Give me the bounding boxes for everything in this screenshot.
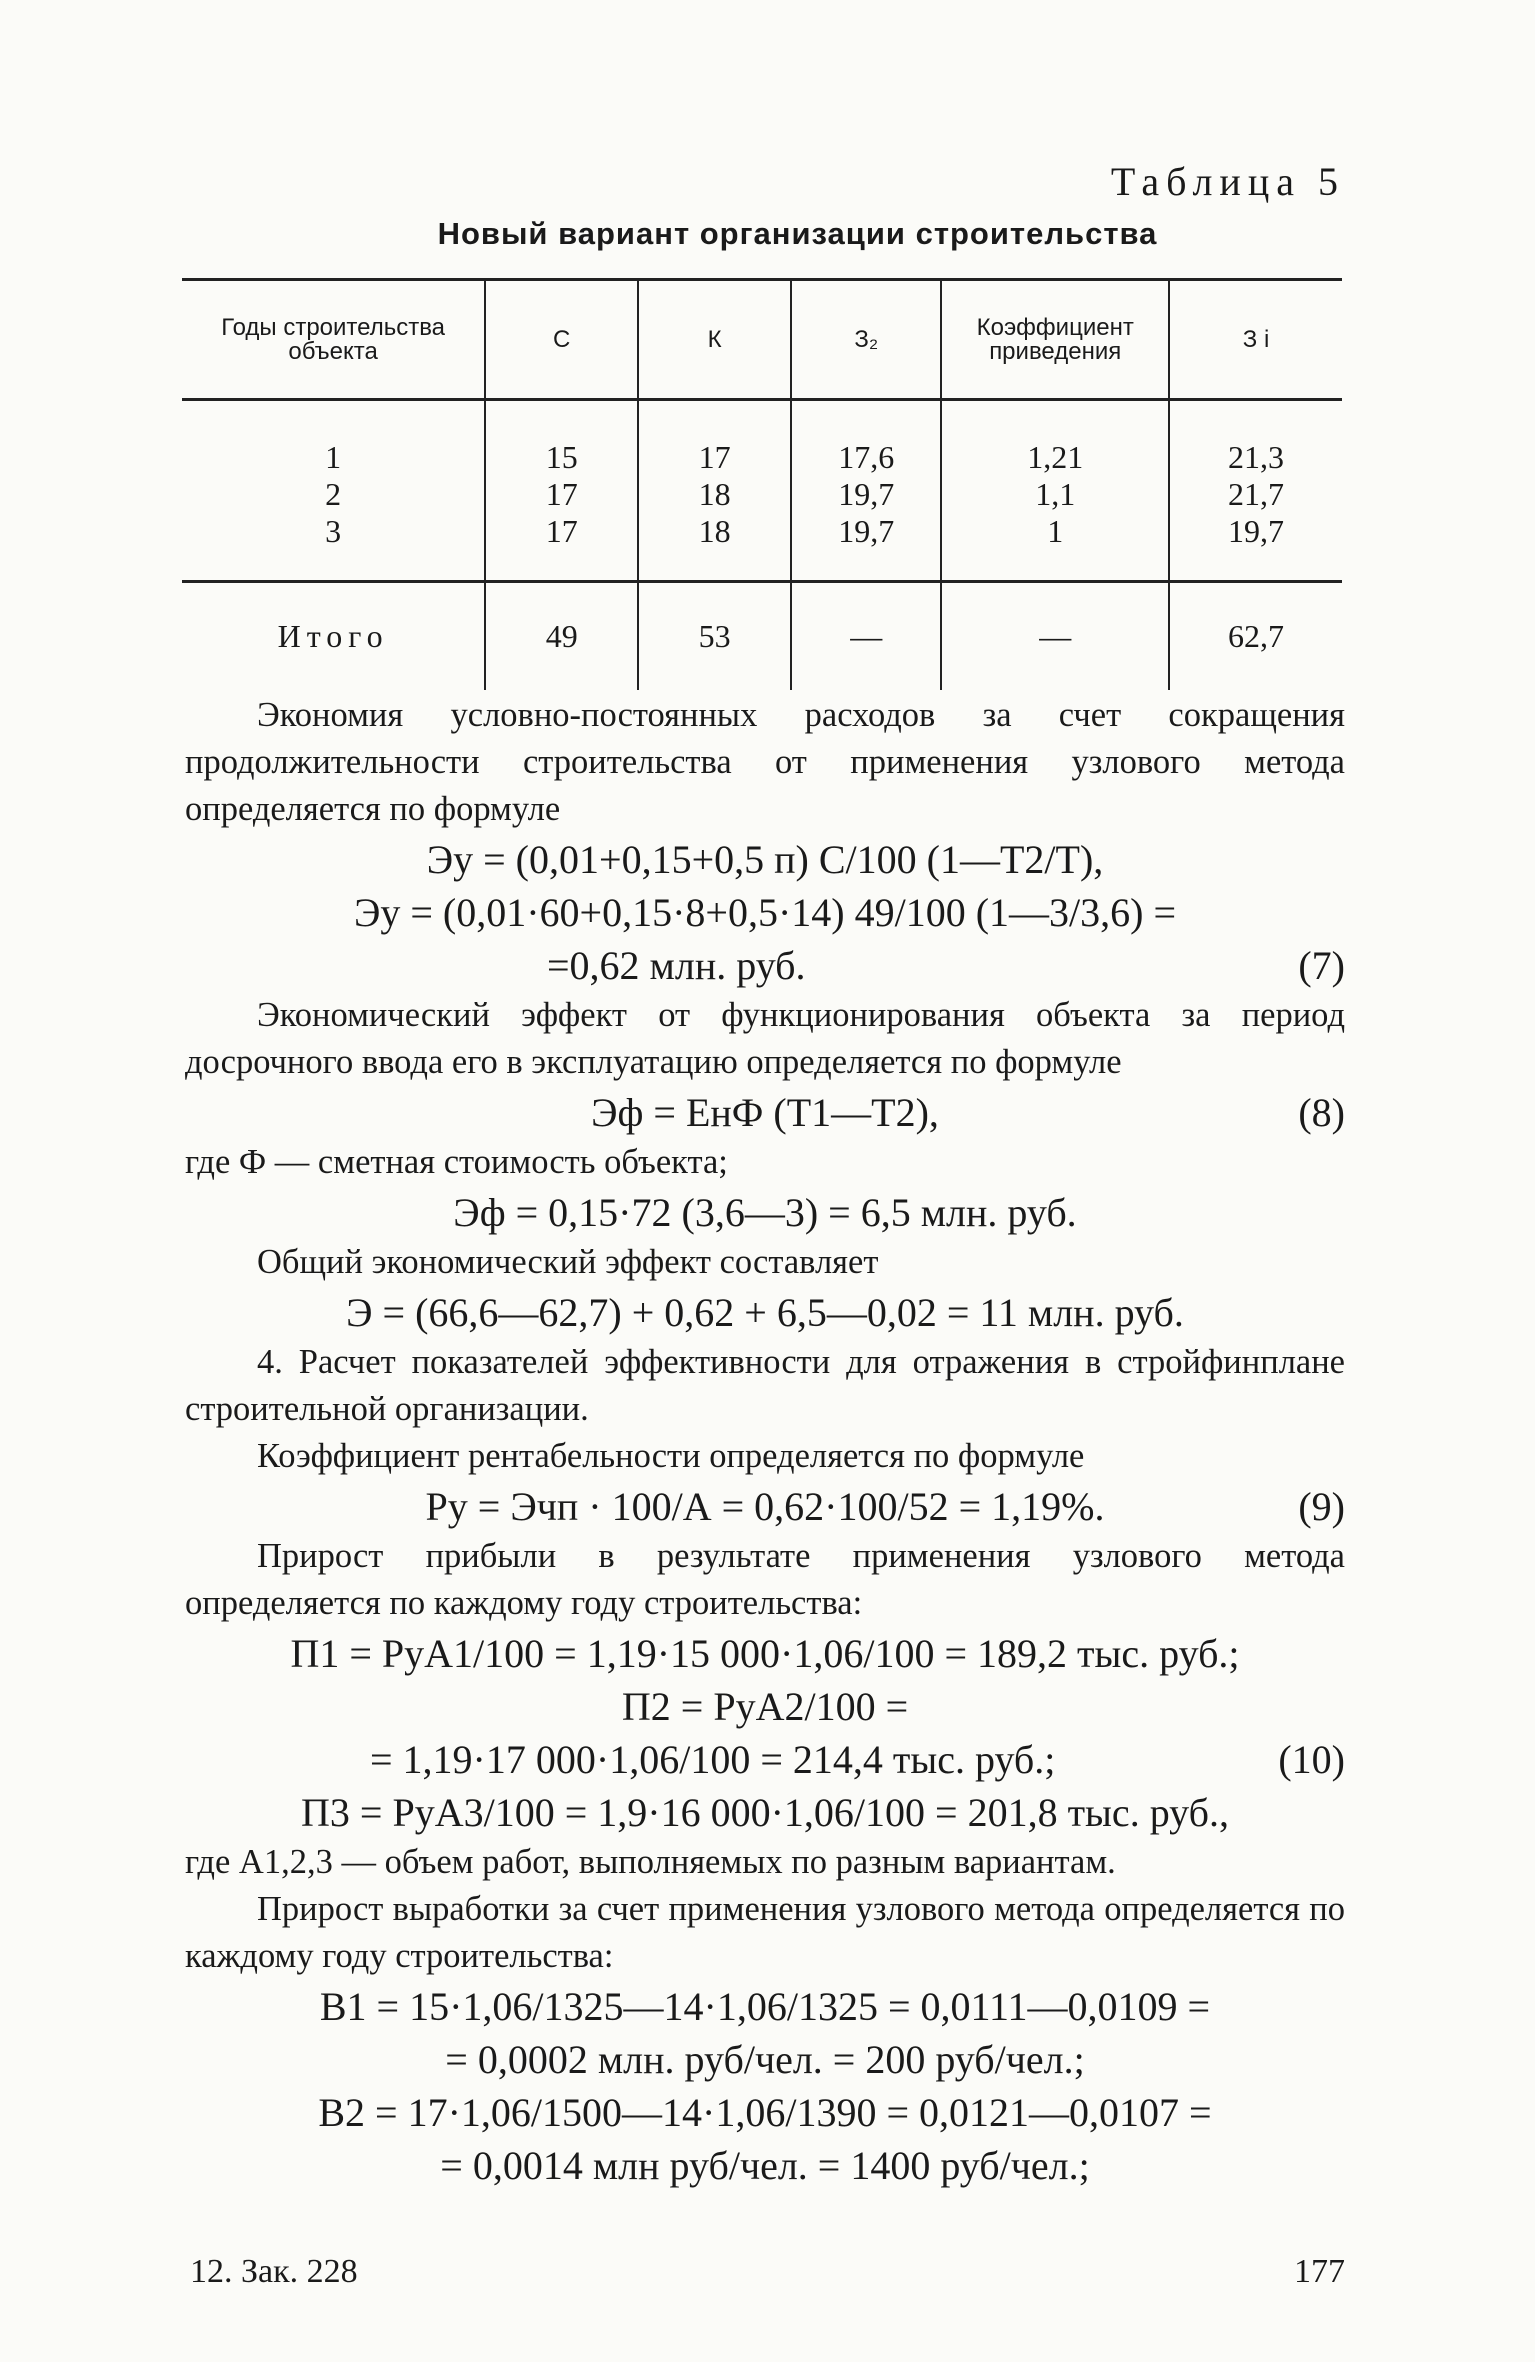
- formula: = 0,0014 млн руб/чел. = 1400 руб/чел.;: [440, 2143, 1090, 2188]
- footer-print-info: 12. Зак. 228: [190, 2253, 358, 2290]
- cell-k: 18: [698, 475, 731, 512]
- cell-z2: 19,7: [838, 475, 895, 512]
- paragraph: Экономический эффект от функционирования объекта за период досрочного ввода его в эксплуатацию определяется по формуле: [185, 996, 1345, 1081]
- equation-number: (10): [1278, 1737, 1345, 1782]
- total-z2: —: [791, 582, 941, 691]
- formula-line: [185, 2086, 1345, 2139]
- cell-k: 17: [698, 438, 731, 475]
- formula: = 1,19·17 000·1,06/100 = 214,4 тыс. руб.;: [370, 1737, 1056, 1782]
- c-cell: [485, 400, 638, 582]
- header-coef: Коэффициент приведения: [941, 280, 1169, 400]
- zi-cell: [1169, 400, 1342, 582]
- total-zi: 62,7: [1169, 582, 1342, 691]
- formula-line: [185, 2139, 1345, 2192]
- formula: Э = (66,6—62,7) + 0,62 + 6,5—0,02 = 11 млн. руб.: [346, 1290, 1184, 1335]
- body-text: [185, 692, 1345, 2192]
- paragraph: Общий экономический эффект составляет: [257, 1243, 879, 1281]
- cell-coef: 1,21: [1027, 438, 1084, 475]
- paragraph: Прирост выработки за счет применения узлового метода определяется по каждому году строительства:: [185, 1890, 1345, 1975]
- paragraph: Экономия условно-постоянных расходов за счет сокращения продолжительности строительства от применения узлового метода определяется по формуле: [185, 696, 1345, 828]
- formula-line: [185, 1680, 1345, 1733]
- years-cell: [182, 400, 485, 582]
- coef-cell: [941, 400, 1169, 582]
- cell-year: 1: [325, 438, 342, 475]
- formula: Эу = (0,01·60+0,15·8+0,5·14) 49/100 (1—3/3,6) =: [353, 890, 1177, 935]
- formula: Эф = 0,15·72 (3,6—3) = 6,5 млн. руб.: [453, 1190, 1077, 1235]
- total-c: 49: [485, 582, 638, 691]
- paragraph: где А1,2,3 — объем работ, выполняемых по разным вариантам.: [185, 1843, 1116, 1881]
- formula-line: [185, 1786, 1345, 1839]
- data-table: [182, 278, 1342, 690]
- cell-k: 18: [698, 512, 731, 549]
- total-label: Итого: [182, 582, 485, 691]
- formula: Эу = (0,01+0,15+0,5 п) С/100 (1—Т2/Т),: [426, 837, 1104, 882]
- header-years: Годы строительства объекта: [182, 280, 485, 400]
- formula-line: [185, 1627, 1345, 1680]
- cell-zi: 19,7: [1228, 512, 1285, 549]
- formula: =0,62 млн. руб.: [547, 943, 806, 988]
- cell-c: 15: [545, 438, 578, 475]
- cell-zi: 21,3: [1228, 438, 1285, 475]
- cell-coef: 1: [1047, 512, 1064, 549]
- formula-line: [185, 939, 1345, 992]
- total-coef: —: [941, 582, 1169, 691]
- cell-year: 2: [325, 475, 342, 512]
- formula-line: [185, 1733, 1345, 1786]
- formula-line: [185, 1480, 1345, 1533]
- table-label: Таблица 5: [1110, 159, 1345, 204]
- cell-zi: 21,7: [1228, 475, 1285, 512]
- formula: В2 = 17·1,06/1500—14·1,06/1390 = 0,0121—0,0107 =: [318, 2090, 1212, 2135]
- equation-number: (7): [1298, 943, 1345, 988]
- formula-line: [185, 1980, 1345, 2033]
- formula-line: [185, 1286, 1345, 1339]
- formula: В1 = 15·1,06/1325—14·1,06/1325 = 0,0111—0,0109 =: [319, 1984, 1211, 2029]
- table-header-row: [182, 280, 1342, 400]
- table-row: [182, 400, 1342, 582]
- formula: П2 = РуА2/100 =: [621, 1684, 909, 1729]
- formula-line: [185, 2033, 1345, 2086]
- header-z2: З₂: [791, 280, 941, 400]
- equation-number: (8): [1298, 1090, 1345, 1135]
- formula: Эф = ЕнФ (Т1—Т2),: [591, 1090, 939, 1135]
- total-k: 53: [638, 582, 791, 691]
- cell-c: 17: [545, 512, 578, 549]
- cell-z2: 19,7: [838, 512, 895, 549]
- formula: П3 = РуА3/100 = 1,9·16 000·1,06/100 = 201,8 тыс. руб.,: [301, 1790, 1229, 1835]
- formula-line: [185, 833, 1345, 886]
- k-cell: [638, 400, 791, 582]
- cell-coef: 1,1: [1035, 475, 1076, 512]
- header-zi: З i: [1169, 280, 1342, 400]
- header-c: С: [485, 280, 638, 400]
- z2-cell: [791, 400, 941, 582]
- paragraph: где Ф — сметная стоимость объекта;: [185, 1143, 728, 1181]
- formula-line: [185, 886, 1345, 939]
- table-title: Новый вариант организации строительства: [437, 216, 1158, 251]
- formula: Ру = Эчп · 100/А = 0,62·100/52 = 1,19%.: [425, 1484, 1105, 1529]
- paragraph: Прирост прибыли в результате применения узлового метода определяется по каждому году строительства:: [185, 1537, 1345, 1622]
- total-row: [182, 582, 1342, 691]
- cell-z2: 17,6: [838, 438, 895, 475]
- equation-number: (9): [1298, 1484, 1345, 1529]
- formula-line: [185, 1186, 1345, 1239]
- formula: = 0,0002 млн. руб/чел. = 200 руб/чел.;: [445, 2037, 1085, 2082]
- cell-year: 3: [325, 512, 342, 549]
- header-k: К: [638, 280, 791, 400]
- cell-c: 17: [545, 475, 578, 512]
- paragraph: Коэффициент рентабельности определяется по формуле: [257, 1437, 1085, 1475]
- paragraph: 4. Расчет показателей эффективности для отражения в стройфинплане строительной организации.: [185, 1343, 1345, 1428]
- formula: П1 = РуА1/100 = 1,19·15 000·1,06/100 = 189,2 тыс. руб.;: [290, 1631, 1240, 1676]
- page-number: 177: [1294, 2253, 1345, 2290]
- formula-line: [185, 1086, 1345, 1139]
